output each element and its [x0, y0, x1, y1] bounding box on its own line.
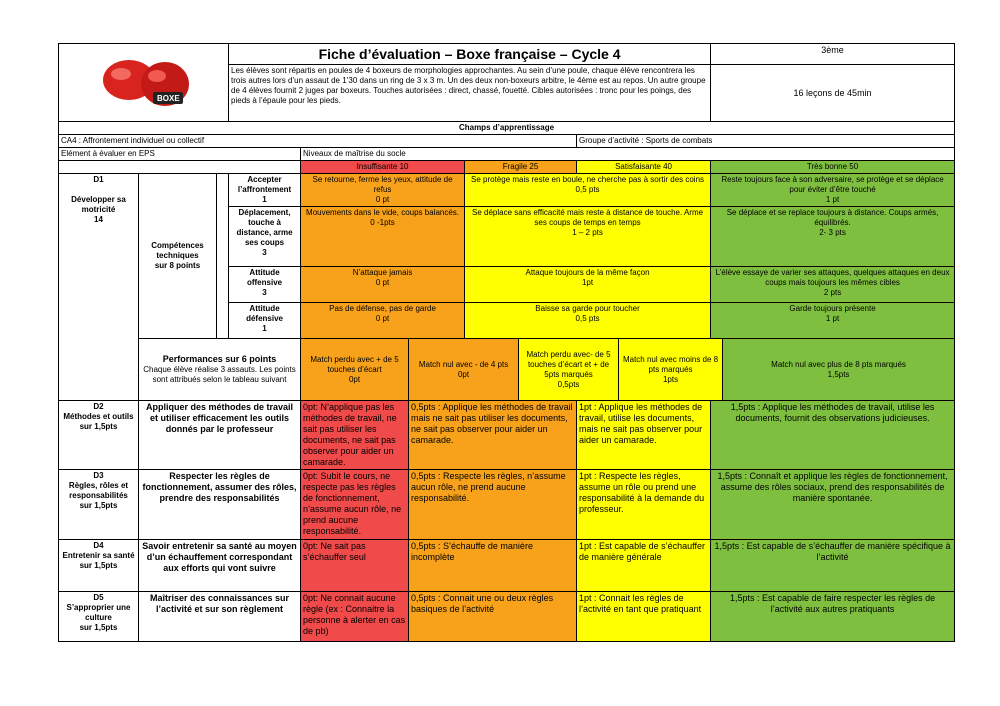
evaluation-table: [58, 43, 955, 642]
svg-text:BOXE: BOXE: [157, 94, 180, 103]
perf-text: Chaque élève réalise 3 assauts. Les points sont attribués selon le tableau suivant: [143, 365, 296, 384]
d1-r1-c2: Se déplace sans efficacité mais reste à distance de touche. Arme ses coups de temps en temps 1 – 2 pts: [465, 207, 711, 267]
d1-label: D1 Développer sa motricité 14: [59, 174, 139, 401]
d1-competences: Compétences techniques sur 8 points: [139, 174, 217, 339]
d1-performances: [139, 339, 301, 401]
d1-r3-c1: Pas de défense, pas de garde 0 pt: [301, 303, 465, 339]
d5-c3: 1,5pts : Est capable de faire respecter les règles de l’activité aux autres pratiquants: [711, 592, 955, 642]
d4-c2: 1pt : Est capable de s’échauffer de manière générale: [577, 540, 711, 592]
perf-4: Match nul avec plus de 8 pts marqués 1,5pts: [723, 339, 955, 401]
d1-r3-c2: Baisse sa garde pour toucher 0,5 pts: [465, 303, 711, 339]
d3-label: D3 Règles, rôles et responsabilités sur 1,5pts: [59, 470, 139, 540]
perf-title: Performances sur 6 points: [162, 354, 277, 364]
boxing-glove-icon: [99, 50, 199, 114]
d3-c2: 1pt : Respecte les règles, assume un rôle ou prend une responsabilité à la demande du professeur.: [577, 470, 711, 540]
d3-c1: 0,5pts : Respecte les règles, n’assume aucun rôle, ne prend aucune responsabilité.: [409, 470, 577, 540]
d3-c0: 0pt: Subit le cours, ne respecte pas les règles de fonctionnement, n’assume aucun rôle, ne prend aucune responsabilité.: [301, 470, 409, 540]
champs-heading: Champs d’apprentissage: [59, 122, 955, 135]
logo-cell: [59, 44, 229, 122]
d4-c3: 1,5pts : Est capable de s’échauffer de manière spécifique à l’activité: [711, 540, 955, 592]
element-label: Elément à évaluer en EPS: [59, 148, 301, 161]
page-title: Fiche d’évaluation – Boxe française – Cycle 4: [229, 44, 711, 65]
d5-label: D5 S’approprier une culture sur 1,5pts: [59, 592, 139, 642]
perf-0: Match perdu avec + de 5 touches d’écart 0pt: [301, 339, 409, 401]
d3-crit: Respecter les règles de fonctionnement, assumer des rôles, prendre des responsabilités: [139, 470, 301, 540]
perf-2: Match perdu avec- de 5 touches d’écart et + de 5pts marqués 0,5pts: [519, 339, 619, 401]
d1-r2-c2: Attaque toujours de la même façon 1pt: [465, 267, 711, 303]
evaluation-sheet: [58, 43, 954, 643]
d1-crit-deplacement: Déplacement, touche à distance, arme ses coups 3: [229, 207, 301, 267]
d5-crit: Maîtriser des connaissances sur l’activité et sur son règlement: [139, 592, 301, 642]
d2-c3: 1,5pts : Applique les méthodes de travail, utilise les documents, fournit des observations judicieuses.: [711, 401, 955, 470]
d2-c1: 0,5pts : Applique les méthodes de travail mais ne sait pas utiliser les documents, ne sait pas observer pour aider un camarade.: [409, 401, 577, 470]
d2-c2: 1pt : Applique les méthodes de travail, utilise les documents, mais ne sait pas observer pour aider un camarade.: [577, 401, 711, 470]
level-insuffisante: Insuffisante 10: [301, 161, 465, 174]
d1-r2-c3: L’élève essaye de varier ses attaques, quelques attaques en deux coups mais toujours les mêmes cibles 2 pts: [711, 267, 955, 303]
levels-heading: Niveaux de maîtrise du socle: [301, 148, 955, 161]
ca4-label: CA4 : Affrontement individuel ou collectif: [59, 135, 577, 148]
d1-crit-affrontement: Accepter l’affrontement 1: [229, 174, 301, 207]
lesson-count: 16 leçons de 45min: [711, 65, 955, 122]
d4-crit: Savoir entretenir sa santé au moyen d’un échauffement correspondant aux efforts qui vont suivre: [139, 540, 301, 592]
d2-label: D2 Méthodes et outils sur 1,5pts: [59, 401, 139, 470]
perf-3: Match nul avec moins de 8 pts marqués 1pts: [619, 339, 723, 401]
d4-c1: 0,5pts : S’échauffe de manière incomplète: [409, 540, 577, 592]
d2-crit: Appliquer des méthodes de travail et utiliser efficacement les outils donnés par le professeur: [139, 401, 301, 470]
d1-r1-c1: Mouvements dans le vide, coups balancés. 0 -1pts: [301, 207, 465, 267]
d1-r1-c3: Se déplace et se replace toujours à distance. Coups armés, équilibrés. 2- 3 pts: [711, 207, 955, 267]
activity-group: Groupe d’activité : Sports de combats: [577, 135, 955, 148]
perf-1: Match nul avec - de 4 pts 0pt: [409, 339, 519, 401]
d1-crit-offensive: Attitude offensive 3: [229, 267, 301, 303]
d1-r0-c2: Se protège mais reste en boule, ne cherche pas à sortir des coins 0,5 pts: [465, 174, 711, 207]
description: Les élèves sont répartis en poules de 4 boxeurs de morphologies approchantes. Au sein d’une poule, chaque élève rencontrera les trois autres lors d’un assaut de 1’30 dans un ring de 3 x 3 m. Un des deux non-boxeurs arbitre, le 4ème est au repos. Un autre groupe de 4 élèves fournit 2 juges par boxeurs. Touches autorisées : direct, chassé, fouetté. Cibles autorisées : tronc pour les poings, des pieds à l’épaule pour les pieds.: [229, 65, 711, 122]
d4-c0: 0pt: Ne sait pas s’échauffer seul: [301, 540, 409, 592]
level-fragile: Fragile 25: [465, 161, 577, 174]
d1-r0-c1: Se retourne, ferme les yeux, attitude de refus 0 pt: [301, 174, 465, 207]
level-satisfaisante: Satisfaisante 40: [577, 161, 711, 174]
grade-level: 3ème: [711, 44, 955, 65]
d5-c1: 0,5pts : Connait une ou deux règles basiques de l’activité: [409, 592, 577, 642]
d5-c2: 1pt : Connait les règles de l’activité en tant que pratiquant: [577, 592, 711, 642]
d1-crit-defensive: Attitude défensive 1: [229, 303, 301, 339]
d1-r0-c3: Reste toujours face à son adversaire, se protège et se déplace pour éviter d’être touché 1 pt: [711, 174, 955, 207]
d5-c0: 0pt: Ne connait aucune règle (ex : Connaitre la personne à alerter en cas de pb): [301, 592, 409, 642]
d4-label: D4 Entretenir sa santé sur 1,5pts: [59, 540, 139, 592]
level-tres-bonne: Très bonne 50: [711, 161, 955, 174]
d1-r3-c3: Garde toujours présente 1 pt: [711, 303, 955, 339]
d1-r2-c1: N’attaque jamais 0 pt: [301, 267, 465, 303]
d3-c3: 1,5pts : Connaît et applique les règles de fonctionnement, assume des rôles sociaux, prend des responsabilités de manière spontanée.: [711, 470, 955, 540]
d2-c0: 0pt: N’applique pas les méthodes de travail, ne sait pas utiliser les documents, ne sait pas observer pour aider un camarade.: [301, 401, 409, 470]
